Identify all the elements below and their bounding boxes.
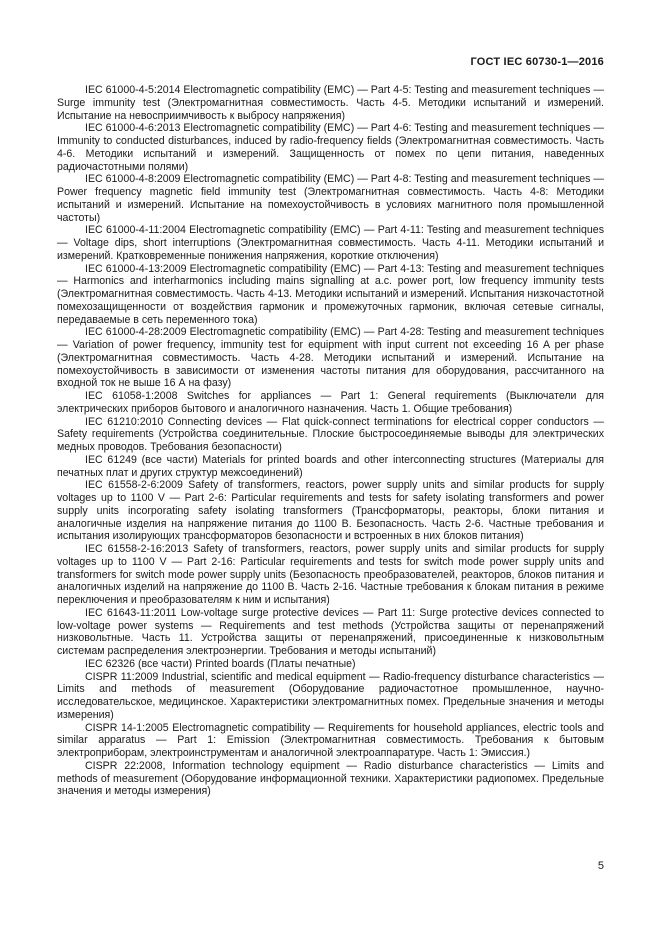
reference-paragraph: IEC 61000-4-6:2013 Electromagnetic compatibility (EMC) — Part 4-6: Testing and measurement techniques — Immunity to conducted disturbances, induced by radio-frequency fields (Электромагнитная совместимость. Часть 4-6. Методики испытаний и измерений. Защищенность от помех по цепи питания, наведенных радиочастотными полями)	[57, 122, 604, 173]
reference-paragraph: IEC 61000-4-11:2004 Electromagnetic compatibility (EMC) — Part 4-11: Testing and measurement techniques — Voltage dips, short interruptions (Электромагнитная совместимость. Часть 4-11. Методики испытаний и измерений. Кратковременные понижения напряжения, короткие отключения)	[57, 224, 604, 262]
reference-paragraph: IEC 61210:2010 Connecting devices — Flat quick-connect terminations for electrical copper conductors — Safety requirements (Устройства соединительные. Плоские быстросоединяемые выводы для электрических медных проводов. Требования безопасности)	[57, 415, 604, 453]
reference-paragraph: IEC 61558-2-6:2009 Safety of transformers, reactors, power supply units and similar products for supply voltages up to 1100 V — Part 2-6: Particular requirements and tests for safety isolating transformers and power supply units incorporating safety isolating transformers (Трансформаторы, реакторы, блоки питания и аналогичные изделия на напряжение питания до 1100 В. Безопасность. Часть 2-6. Частные требования и испытания изолирующих трансформаторов безопасности и встроенных в них блоков питания)	[57, 479, 604, 543]
reference-paragraph: IEC 61058-1:2008 Switches for appliances — Part 1: General requirements (Выключатели для электрических приборов бытового и аналогичного назначения. Часть 1. Общие требования)	[57, 390, 604, 415]
reference-paragraph: CISPR 14-1:2005 Electromagnetic compatibility — Requirements for household appliances, electric tools and similar apparatus — Part 1: Emission (Электромагнитная совместимость. Требования к бытовым электроприборам, электроинструментам и аналогичной электроаппаратуре. Часть 1: Эмиссия.)	[57, 721, 604, 759]
reference-paragraph: IEC 61000-4-5:2014 Electromagnetic compatibility (EMC) — Part 4-5: Testing and measurement techniques — Surge immunity test (Электромагнитная совместимость. Часть 4-5. Методики испытаний и измерений. Испытание на невосприимчивость к выбросу напряжения)	[57, 84, 604, 122]
reference-paragraph: CISPR 11:2009 Industrial, scientific and medical equipment — Radio-frequency disturbance characteristics — Limits and methods of measurement (Оборудование радиочастотное промышленное, научно-исследовательское, медицинское. Характеристики электромагнитных помех. Предельные значения и методы измерения)	[57, 670, 604, 721]
references-list	[57, 84, 604, 798]
reference-paragraph: CISPR 22:2008, Information technology equipment — Radio disturbance characteristics — Limits and methods of measurement (Оборудование информационной техники. Характеристики радиопомех. Предельные значения и методы измерения)	[57, 759, 604, 798]
reference-paragraph: IEC 61643-11:2011 Low-voltage surge protective devices — Part 11: Surge protective devices connected to low-voltage power systems — Requirements and test methods (Устройства защиты от перенапряжений низковольтные. Часть 11. Устройства защиты от перенапряжений, присоединенные к низковольтным системам распределения электроэнергии. Требования и методы испытаний)	[57, 606, 604, 657]
reference-paragraph: IEC 61249 (все части) Materials for printed boards and other interconnecting structures (Материалы для печатных плат и других структур межсоединений)	[57, 453, 604, 479]
reference-paragraph: IEC 61000-4-8:2009 Electromagnetic compatibility (EMC) — Part 4-8: Testing and measurement techniques — Power frequency magnetic field immunity test (Электромагнитная совместимость. Часть 4-8: Методики испытаний и измерений. Испытание на помехоустойчивость в условиях магнитного поля промышленной частоты)	[57, 173, 604, 224]
reference-paragraph: IEC 61000-4-13:2009 Electromagnetic compatibility (EMC) — Part 4-13: Testing and measurement techniques — Harmonics and interharmonics including mains signalling at a.c. power port, low frequency immunity tests (Электромагнитная совместимость. Часть 4-13. Методики испытаний и измерений. Испытания низкочастотной помехозащищенности от воздействия гармоник и промежуточных гармоник, включая сетевые сигналы, передаваемые в сеть переменного тока)	[57, 262, 604, 326]
running-header: ГОСТ IEC 60730-1—2016	[470, 56, 604, 68]
reference-paragraph: IEC 61558-2-16:2013 Safety of transformers, reactors, power supply units and similar products for supply voltages up to 1100 V — Part 2-16: Particular requirements and tests for switch mode power supply units and transformers for switch mode power supply units (Безопасность преобразователей, реакторов, блоков питания и аналогичных изделий на напряжение до 1100 В. Часть 2-16. Частные требования к блокам питания в режиме переключения и преобразователям к ним и испытания)	[57, 543, 604, 606]
page-number: 5	[597, 860, 604, 872]
reference-paragraph: IEC 62326 (все части) Printed boards (Платы печатные)	[85, 657, 356, 670]
reference-paragraph: IEC 61000-4-28:2009 Electromagnetic compatibility (EMC) — Part 4-28: Testing and measurement techniques — Variation of power frequency, immunity test for equipment with input current not exceeding 16 A per phase (Электромагнитная совместимость. Часть 4-28. Методики испытаний и измерений. Испытание на помехоустойчивость в зависимости от изменения частоты питания для оборудования, рассчитанного на входной ток не выше 16 А на фазу)	[57, 326, 604, 390]
document-page	[57, 56, 604, 798]
